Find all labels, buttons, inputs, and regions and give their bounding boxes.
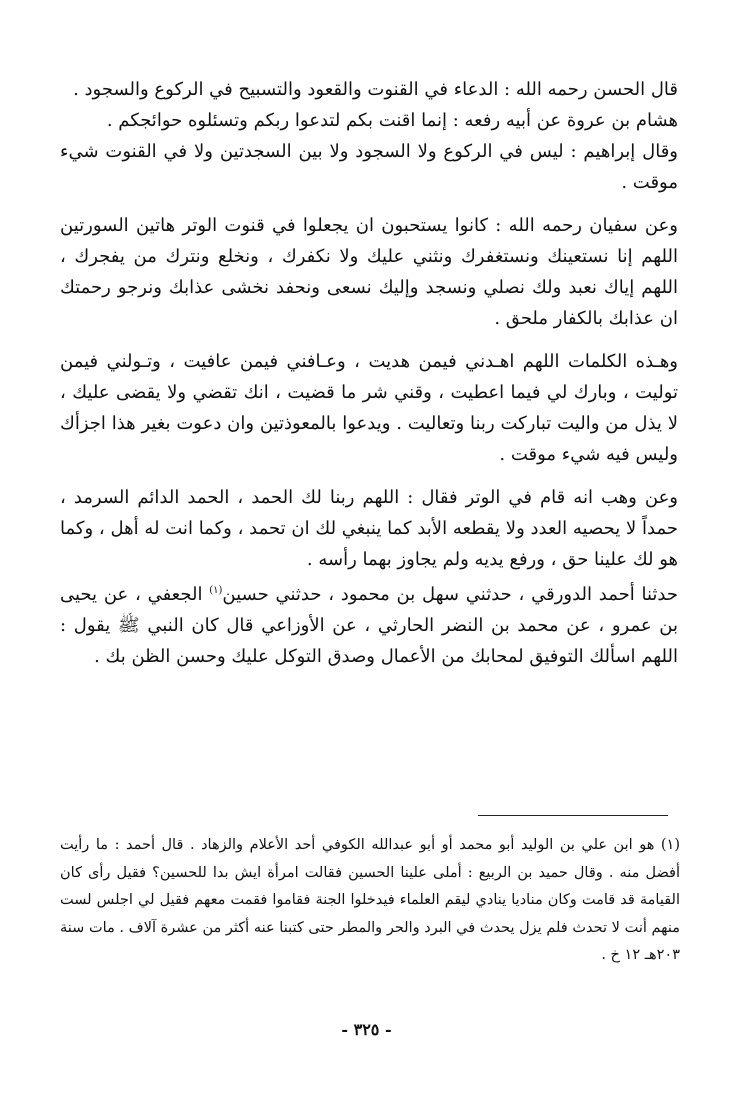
main-text: [60, 74, 678, 672]
footnote-divider: [478, 815, 668, 816]
paragraph-sufyan: وعن سفيان رحمه الله : كانوا يستحبون ان يجعلوا في قنوت الوتر هاتين السورتين اللهم إنا نستعينك ونستغفرك ونثني عليك ولا نكفرك ، ونخلع ونترك من يفجرك ، اللهم إياك نعبد ولك نصلي ونسجد وإليك نسعى ونحفد نخشى عذابك ونرجو رحمتك ان عذابك بالكفار ملحق .: [60, 215, 678, 329]
hadith-chain-rest: الجعفي ، عن يحيى بن عمرو ، عن محمد بن النضر الحارثي ، عن الأوزاعي قال كان النبي ﷺ يقول : اللهم اسألك التوفيق لمحابك من الأعمال وصدق التوكل عليك وحسن الظن بك .: [60, 584, 678, 667]
paragraph-qunut-words: وهـذه الكلمات اللهم اهـدني فيمن هديت ، وعـافني فيمن عافيت ، وتـولني فيمن توليت ، وبارك لي فيما اعطيت ، وقني شر ما قضيت ، انك تقضي ولا يقضى عليك ، لا يذل من واليت تباركت ربنا وتعاليت . ويدعوا بالمعوذتين وان دعوت بغير هذا اجزأك وليس فيه شيء موقت .: [60, 351, 678, 465]
footnote-text: (١) هو ابن علي بن الوليد أبو محمد أو أبو عبدالله الكوفي أحد الأعلام والزهاد . قال أحمد : ما رأيت أفضل منه . وقال حميد بن الربيع : أملى علينا الحسين فقالت امرأة ايش بدا للحسين؟ فقيل رأى كان القيامة قد قامت وكان مناديا ينادي ليقم العلماء فيدخلوا الجنة فقاموا فقمت معهم فقيل لي اجلس لست منهم أنت لا تحدث فلم يزل يحدث في البرد والحر والمطر حتى كتبنا عنه أكثر من عشرة آلاف . مات سنة ٢٠٣هـ ١٢ خ .: [60, 837, 680, 963]
paragraph-hadith: [60, 575, 678, 672]
page-number: - ٣٢٥ -: [341, 1020, 392, 1039]
footnote-marker: (١): [209, 585, 223, 596]
paragraph-ibrahim: وقال إبراهيم : ليس في الركوع ولا السجود ولا بين السجدتين ولا في القنوت شيء موقت .: [60, 141, 678, 193]
paragraph-hisham: هشام بن عروة عن أبيه رفعه : إنما اقنت بكم لتدعوا ربكم وتسئلوه حوائجكم .: [106, 110, 678, 131]
paragraph-wahb: وعن وهب انه قام في الوتر فقال : اللهم ربنا لك الحمد ، الحمد الدائم السرمد ، حمداً لا يحصيه العدد ولا يقطعه الأبد كما ينبغي لك ان تحمد ، وكما انت له أهل ، وكما هو لك علينا حق ، ورفع يديه ولم يجاوز بهما رأسه .: [60, 487, 678, 570]
hadith-chain-start: حدثنا أحمد الدورقي ، حدثني سهل بن محمود ، حدثني حسين: [222, 584, 678, 605]
paragraph-hasan: قال الحسن رحمه الله : الدعاء في القنوت والقعود والتسبيح في الركوع والسجود .: [73, 79, 678, 100]
